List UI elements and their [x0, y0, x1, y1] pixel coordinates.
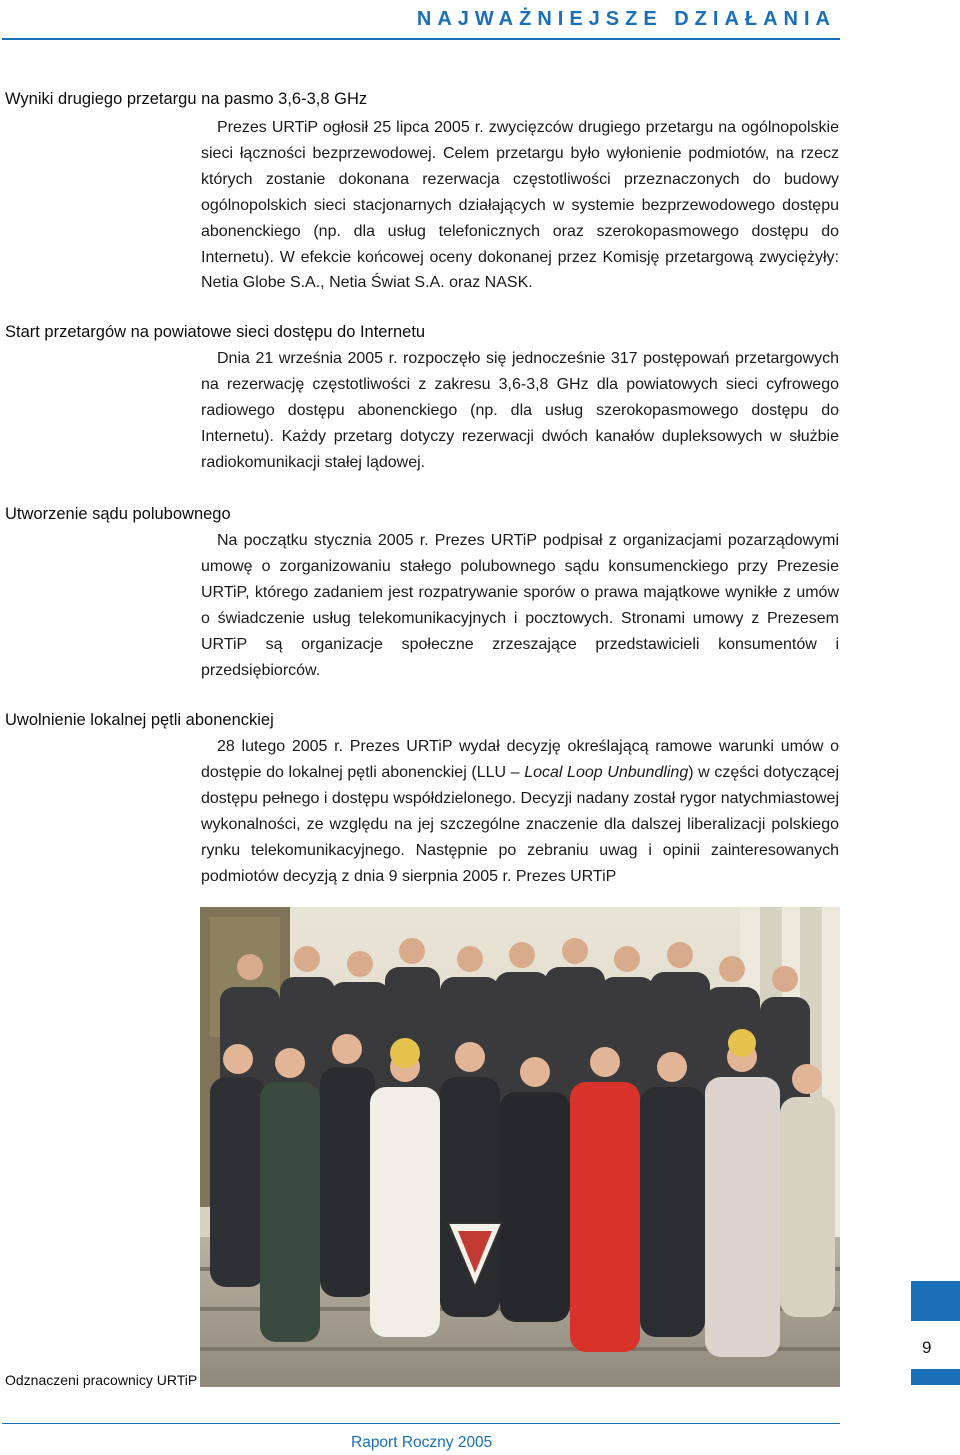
section-paragraph-powiatowe-sieci — [201, 346, 839, 476]
header-rule — [2, 38, 840, 40]
page-number-tab — [911, 1281, 960, 1385]
paragraph-text-italic: Local Loop Unbundling — [524, 763, 689, 781]
footer-rule — [2, 1423, 840, 1424]
section-paragraph-sad-polubowny — [201, 528, 839, 683]
paragraph-text: Na początku stycznia 2005 r. Prezes URTiP podpisał z organizacjami pozarządowymi umowę o zorganizowaniu stałego polubownego sądu konsumenckiego przy Prezesie URTiP, którego zadaniem jest rozpatrywanie sporów o prawa majątkowe wynikłe z umów o świadczenie usług telekomunikacyjnych i pocztowych. Stronami umowy z Prezesem URTiP są organizacje społeczne zrzeszające przedstawicieli konsumentów i przedsiębiorców. — [201, 532, 839, 679]
paragraph-text-before: 28 lutego 2005 r. Prezes URTiP wydał decyzję określającą ramowe warunki umów o dostępie do lokalnej pętli abonenckiej (LLU – — [201, 738, 839, 781]
group-photo-illustration — [200, 907, 840, 1387]
section-heading-przetarg-3-6-3-8: Wyniki drugiego przetargu na pasmo 3,6-3,8 GHz — [5, 90, 368, 108]
paragraph-text-after: ) w części dotyczącej dostępu pełnego i dostępu współdzielonego. Decyzji nadany został rygor natychmiastowej wykonalności, ze względu na jej szczególne znaczenie dla dalszej liberalizacji polskiego rynku telekomunikacyjnego. Następnie po zebraniu uwag i opinii zainteresowanych podmiotów decyzją z dnia 9 sierpnia 2005 r. Prezes URTiP — [201, 763, 839, 885]
page-tab-block-middle — [911, 1325, 960, 1365]
section-heading-sad-polubowny: Utworzenie sądu polubownego — [5, 505, 231, 523]
footer-text: Raport Roczny 2005 — [351, 1434, 493, 1451]
photo-caption: Odznaczeni pracownicy URTiP — [5, 1372, 198, 1388]
page-number: 9 — [922, 1338, 932, 1357]
section-paragraph-petla-abonencka — [201, 734, 839, 889]
header-title: NAJWAŻNIEJSZE DZIAŁANIA — [416, 8, 836, 30]
group-photo — [200, 907, 840, 1387]
paragraph-text: Dnia 21 września 2005 r. rozpoczęło się jednocześnie 317 postępowań przetargowych na rezerwację częstotliwości z zakresu 3,6-3,8 GHz dla powiatowych sieci cyfrowego radiowego dostępu abonenckiego (np. dla usług szerokopasmowego dostępu do Internetu). Każdy przetarg dotyczy rezerwacji dwóch kanałów dupleksowych w służbie radiokomunikacji stałej lądowej. — [201, 350, 839, 471]
page-tab-block-top — [911, 1281, 960, 1321]
paragraph-text: Prezes URTiP ogłosił 25 lipca 2005 r. zwycięzców drugiego przetargu na ogólnopolskie sieci łączności bezprzewodowej. Celem przetargu było wyłonienie podmiotów, na rzecz których zostanie dokonana rezerwacja częstotliwości przeznaczonych do budowy ogólnopolskich sieci stacjonarnych działających w systemie bezprzewodowego dostępu abonenckiego (np. dla usług telefonicznych oraz szerokopasmowego dostępu do Internetu). W efekcie końcowej oceny dokonanej przez Komisję przetargową zwyciężyły: Netia Globe S.A., Netia Świat S.A. oraz NASK. — [201, 119, 839, 292]
page-tab-block-bottom — [911, 1369, 960, 1385]
section-heading-powiatowe-sieci: Start przetargów na powiatowe sieci dostępu do Internetu — [5, 323, 426, 341]
paragraph-text — [201, 734, 839, 889]
section-paragraph-przetarg-3-6-3-8 — [201, 115, 839, 296]
section-heading-petla-abonencka: Uwolnienie lokalnej pętli abonenckiej — [5, 711, 274, 729]
